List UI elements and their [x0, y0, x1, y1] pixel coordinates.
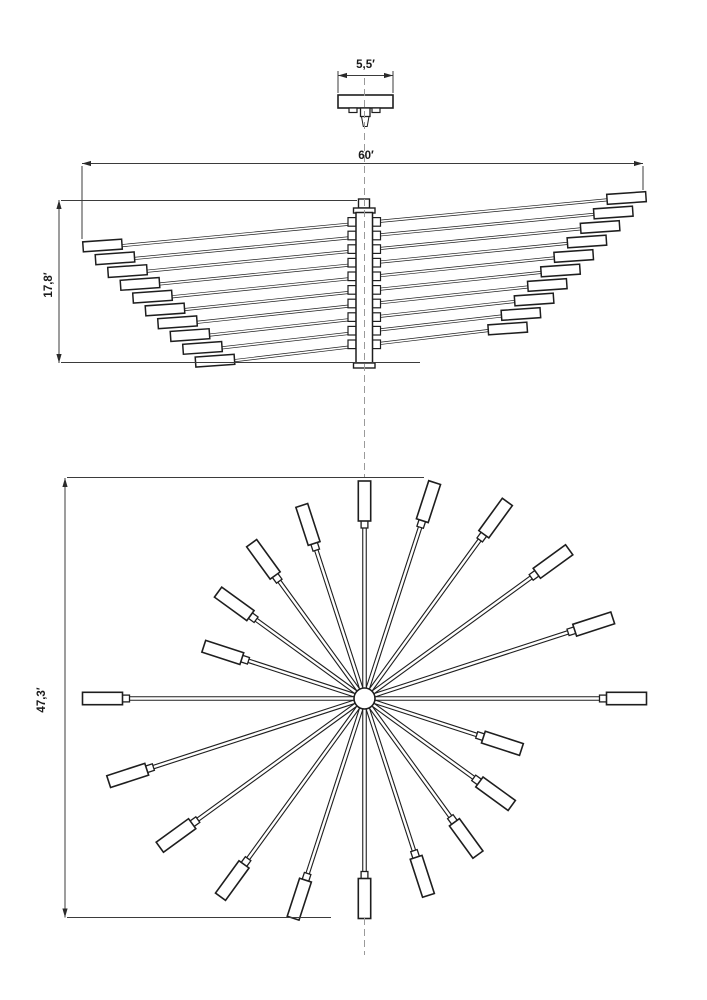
bulb-holder-side-right [554, 250, 594, 263]
bulb-holder-plan [476, 777, 516, 811]
hub-nub-left [348, 258, 356, 267]
holder-wrap [501, 308, 541, 321]
arrowhead [384, 73, 393, 78]
bulb-holder-side-left [183, 342, 223, 355]
holder-wrap [120, 278, 160, 291]
bulb-holder-plan [214, 587, 254, 621]
hub-nub-left [348, 299, 356, 308]
dim-fixture-height-label: 17,8′ [43, 272, 55, 298]
ceiling-canopy [338, 95, 393, 127]
bulb-holder-plan [358, 481, 370, 521]
holder-wrap [158, 316, 198, 329]
chandelier-arm-plan [362, 707, 434, 897]
holder-wrap [145, 303, 185, 316]
hub-nub-right [373, 313, 381, 322]
holder-wrap [593, 206, 633, 219]
hub-nub-left [348, 326, 356, 335]
chandelier-arm-plan [83, 692, 354, 704]
holder-wrap [170, 329, 210, 342]
bulb-holder-plan [533, 545, 573, 579]
hub-nub-left [348, 272, 356, 281]
bulb-holder-plan [416, 481, 440, 523]
holder-wrap [541, 264, 581, 277]
canopy-socket-tip [362, 117, 370, 127]
bulb-holder-plan [573, 612, 615, 636]
bulb-holder-plan [296, 504, 320, 546]
bulb-holder-plan [449, 819, 483, 859]
bulb-holder-side-right [501, 308, 541, 321]
hub-nub-right [373, 286, 381, 295]
bulb-holder-plan [479, 498, 513, 538]
arrowhead [634, 161, 643, 166]
chandelier-arm-plan [202, 640, 356, 701]
hub-nub-right [373, 272, 381, 281]
holder-wrap [133, 290, 173, 303]
arrowhead [338, 73, 347, 78]
arrowhead [62, 909, 67, 918]
chandelier-arm-plan [296, 504, 367, 690]
hub-nub-right [373, 299, 381, 308]
hub-nub-right [373, 218, 381, 227]
hub-nub-left [348, 218, 356, 227]
holder-wrap [108, 265, 148, 278]
holder-wrap [95, 252, 135, 265]
arrowhead [82, 161, 91, 166]
holder-wrap [554, 250, 594, 263]
bulb-holder-plan [215, 861, 249, 901]
plan-hub-circle [354, 688, 375, 709]
bulb-holder-side-left [195, 354, 235, 367]
bulb-holder-plan [156, 819, 196, 853]
hub-nub-left [348, 286, 356, 295]
canopy-stem [361, 108, 371, 117]
bulb-holder-side-left [108, 265, 148, 278]
hub-nub-left [348, 245, 356, 254]
bulb-holder-side-left [95, 252, 135, 265]
holder-wrap [514, 293, 554, 306]
chandelier-arm-plan [156, 700, 359, 852]
chandelier-arm-plan [376, 692, 647, 704]
holder-wrap [607, 192, 647, 205]
chandelier-arm-plan [370, 545, 573, 697]
bulb-holder-side-right [514, 293, 554, 306]
canopy-plate [338, 95, 393, 108]
chandelier-arm-plan [247, 540, 363, 694]
arrowhead [56, 200, 61, 209]
hub-nub-right [373, 258, 381, 267]
chandelier-arm-plan [215, 704, 363, 901]
chandelier-arm-plan [366, 704, 483, 859]
chandelier-arm-plan [287, 707, 367, 920]
hub-nub-left [348, 340, 356, 349]
arrowhead [62, 478, 67, 487]
bulb-holder-side-right [607, 192, 647, 205]
bulb-holder-plan [287, 878, 311, 920]
bulb-holder-plan [83, 692, 123, 704]
bulb-holder-plan [358, 879, 370, 919]
holder-wrap [488, 322, 528, 335]
canopy-foot-left [349, 108, 357, 113]
bulb-holder-side-left [170, 329, 210, 342]
chandelier-arm-plan [214, 587, 359, 697]
bulb-holder-side-left [120, 278, 160, 291]
dim-overall-width-label: 60′ [358, 150, 374, 162]
bulb-holder-side-right [593, 206, 633, 219]
chandelier-arm-plan [366, 498, 512, 693]
holder-wrap [527, 279, 567, 292]
dim-plan-span-label: 47,3′ [36, 687, 48, 713]
hub-nub-left [348, 313, 356, 322]
bulb-holder-side-left [158, 316, 198, 329]
bulb-holder-plan [107, 763, 149, 787]
arrowhead [56, 354, 61, 363]
chandelier-arm-plan [358, 710, 370, 919]
holder-wrap [183, 342, 223, 355]
canopy-foot-right [372, 108, 380, 113]
chandelier-arm-plan [107, 696, 356, 788]
hub-nub-right [373, 326, 381, 335]
chandelier-arm-plan [373, 612, 615, 701]
bulb-holder-side-left [83, 239, 123, 252]
hub-nub-right [373, 245, 381, 254]
bulb-holder-side-right [580, 221, 620, 234]
bulb-holder-side-right [541, 264, 581, 277]
bulb-holder-plan [202, 640, 244, 664]
bulb-holder-side-right [488, 322, 528, 335]
holder-wrap [83, 239, 123, 252]
chandelier-arm-plan [358, 481, 370, 688]
chandelier-arm-plan [370, 700, 516, 811]
hub-nub-right [373, 231, 381, 240]
holder-wrap [580, 221, 620, 234]
bulb-holder-side-right [567, 235, 607, 248]
holder-wrap [195, 354, 235, 367]
bulb-holder-plan [410, 855, 434, 897]
hub-nub-left [348, 231, 356, 240]
dim-canopy-width-label: 5,5′ [356, 59, 375, 71]
holder-wrap [567, 235, 607, 248]
bulb-holder-plan [481, 731, 523, 755]
bulb-holder-plan [607, 692, 647, 704]
bulb-holder-side-left [133, 290, 173, 303]
bulb-holder-side-left [145, 303, 185, 316]
chandelier-arm-plan [373, 696, 523, 755]
dimension-annotations [36, 59, 643, 918]
bulb-holder-side-right [527, 279, 567, 292]
hub-nub-right [373, 340, 381, 349]
chandelier-arm-plan [362, 481, 441, 690]
bulb-holder-plan [247, 540, 281, 580]
